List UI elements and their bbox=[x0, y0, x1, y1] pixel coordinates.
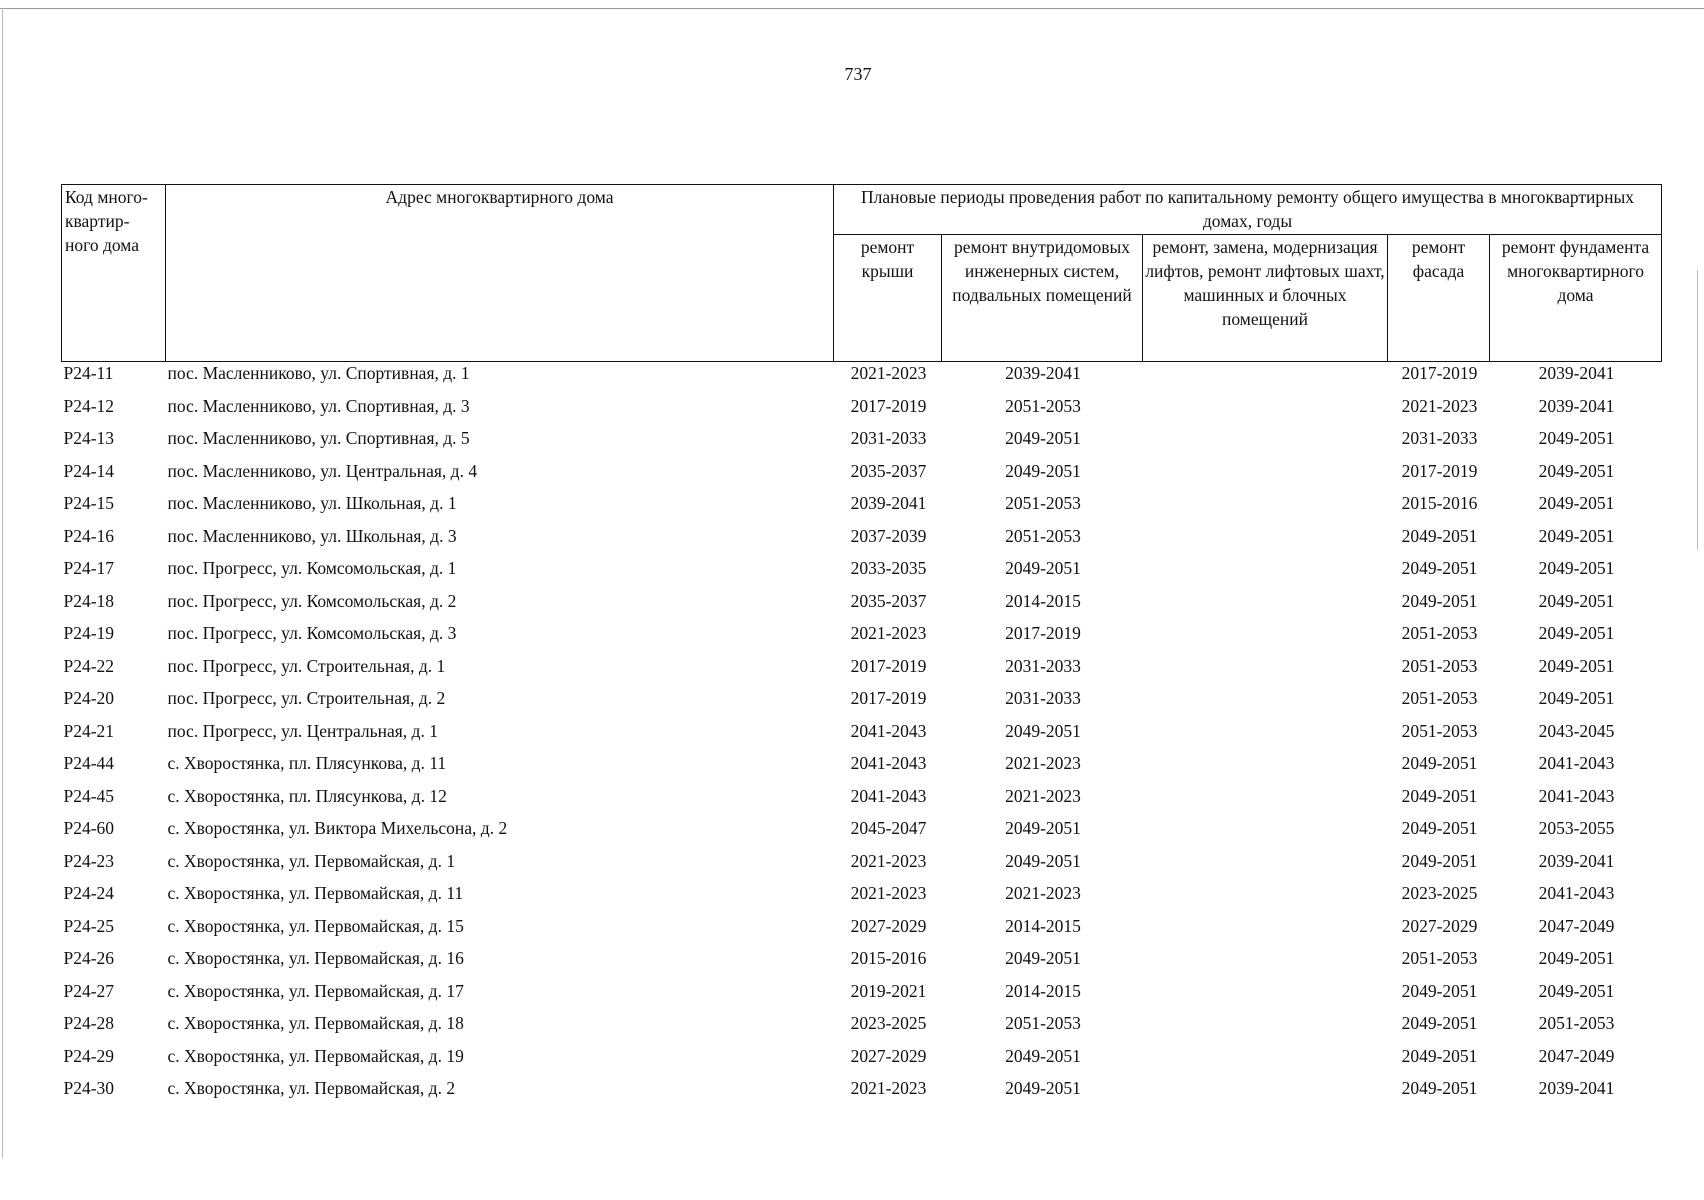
cell-lifts bbox=[1143, 687, 1388, 720]
cell-address: с. Хворостянка, ул. Первомайская, д. 2 bbox=[167, 1078, 456, 1098]
scan-top-edge bbox=[0, 8, 1704, 9]
cell-address: с. Хворостянка, пл. Плясункова, д. 11 bbox=[167, 753, 447, 773]
cell-lifts bbox=[1143, 655, 1388, 688]
cell-roof: 2035-2037 bbox=[850, 590, 927, 611]
table-row bbox=[62, 525, 1662, 558]
cell-lifts bbox=[1143, 427, 1388, 460]
cell-facade: 2051-2053 bbox=[1401, 948, 1478, 968]
cell-lifts bbox=[1143, 557, 1388, 590]
table-row bbox=[62, 590, 1662, 623]
cell-roof: 2017-2019 bbox=[850, 395, 927, 416]
cell-lifts bbox=[1143, 882, 1388, 915]
cell-engineering: 2049-2051 bbox=[1005, 850, 1081, 871]
cell-lifts bbox=[1143, 460, 1388, 493]
cell-facade: 2049-2051 bbox=[1401, 525, 1478, 546]
cell-facade: 2049-2051 bbox=[1401, 785, 1478, 806]
cell-facade: 2049-2051 bbox=[1401, 980, 1478, 1001]
cell-address: с. Хворостянка, ул. Первомайская, д. 1 bbox=[167, 850, 456, 871]
cell-engineering: 2014-2015 bbox=[1005, 915, 1081, 936]
cell-roof: 2027-2029 bbox=[850, 915, 927, 936]
cell-code: Р24-27 bbox=[63, 980, 115, 1001]
cell-foundation: 2049-2051 bbox=[1538, 688, 1615, 708]
page-number: 737 bbox=[844, 64, 872, 84]
cell-facade: 2021-2023 bbox=[1401, 395, 1478, 416]
cell-roof: 2039-2041 bbox=[850, 493, 927, 513]
cell-code: Р24-16 bbox=[63, 525, 115, 546]
cell-lifts bbox=[1143, 590, 1388, 623]
capital-repair-schedule-table bbox=[61, 184, 1662, 1110]
cell-engineering: 2051-2053 bbox=[1005, 1013, 1081, 1033]
cell-lifts bbox=[1143, 980, 1388, 1013]
cell-facade: 2049-2051 bbox=[1401, 850, 1478, 871]
cell-engineering: 2049-2051 bbox=[1005, 460, 1081, 481]
cell-engineering: 2021-2023 bbox=[1005, 883, 1081, 903]
cell-facade: 2051-2053 bbox=[1401, 688, 1478, 708]
cell-roof: 2041-2043 bbox=[850, 785, 927, 806]
cell-address: пос. Прогресс, ул. Комсомольская, д. 3 bbox=[167, 623, 457, 643]
table-row bbox=[62, 785, 1662, 818]
cell-foundation: 2041-2043 bbox=[1538, 883, 1615, 903]
cell-code: Р24-17 bbox=[63, 558, 115, 578]
cell-facade: 2049-2051 bbox=[1401, 1013, 1478, 1033]
header-foundation: ремонт фундамента многоквартирного дома bbox=[1490, 235, 1662, 362]
cell-facade: 2051-2053 bbox=[1401, 720, 1478, 741]
cell-code: Р24-14 bbox=[63, 460, 115, 481]
cell-foundation: 2041-2043 bbox=[1538, 753, 1615, 773]
table-row bbox=[62, 687, 1662, 720]
cell-roof: 2017-2019 bbox=[850, 655, 927, 676]
cell-foundation: 2049-2051 bbox=[1538, 460, 1615, 481]
table-row bbox=[62, 395, 1662, 428]
header-roof: ремонт крыши bbox=[834, 235, 942, 362]
cell-foundation: 2049-2051 bbox=[1538, 428, 1615, 448]
cell-lifts bbox=[1143, 785, 1388, 818]
cell-engineering: 2014-2015 bbox=[1005, 590, 1081, 611]
cell-lifts bbox=[1143, 362, 1388, 395]
table-body bbox=[62, 362, 1662, 1110]
scan-left-edge bbox=[2, 8, 3, 1158]
header-code: Код много-квартир-ного дома bbox=[62, 185, 166, 362]
cell-foundation: 2049-2051 bbox=[1538, 623, 1615, 643]
cell-facade: 2017-2019 bbox=[1401, 460, 1478, 481]
cell-address: с. Хворостянка, ул. Первомайская, д. 16 bbox=[167, 948, 464, 968]
cell-engineering: 2039-2041 bbox=[1005, 363, 1081, 383]
cell-engineering: 2049-2051 bbox=[1005, 558, 1081, 578]
cell-foundation: 2049-2051 bbox=[1538, 590, 1615, 611]
cell-code: Р24-15 bbox=[63, 493, 115, 513]
cell-foundation: 2047-2049 bbox=[1538, 915, 1615, 936]
cell-roof: 2017-2019 bbox=[850, 688, 927, 708]
cell-engineering: 2014-2015 bbox=[1005, 980, 1081, 1001]
cell-facade: 2049-2051 bbox=[1401, 753, 1478, 773]
cell-foundation: 2049-2051 bbox=[1538, 655, 1615, 676]
table-row bbox=[62, 557, 1662, 590]
cell-foundation: 2049-2051 bbox=[1538, 493, 1615, 513]
cell-code: Р24-28 bbox=[63, 1013, 115, 1033]
table-row bbox=[62, 1012, 1662, 1045]
table-row bbox=[62, 427, 1662, 460]
cell-engineering: 2051-2053 bbox=[1005, 395, 1081, 416]
cell-code: Р24-21 bbox=[63, 720, 115, 741]
cell-facade: 2049-2051 bbox=[1401, 558, 1478, 578]
cell-roof: 2021-2023 bbox=[850, 1078, 927, 1098]
cell-foundation: 2039-2041 bbox=[1538, 1078, 1615, 1098]
cell-code: Р24-23 bbox=[63, 850, 115, 871]
cell-foundation: 2047-2049 bbox=[1538, 1045, 1615, 1066]
scan-right-edge bbox=[1697, 270, 1698, 550]
table-row bbox=[62, 1077, 1662, 1110]
cell-code: Р24-45 bbox=[63, 785, 115, 806]
cell-facade: 2051-2053 bbox=[1401, 655, 1478, 676]
cell-roof: 2021-2023 bbox=[850, 883, 927, 903]
cell-roof: 2019-2021 bbox=[850, 980, 927, 1001]
cell-foundation: 2053-2055 bbox=[1538, 818, 1615, 838]
header-address: Адрес многоквартирного дома bbox=[166, 185, 834, 362]
cell-roof: 2023-2025 bbox=[850, 1013, 927, 1033]
cell-code: Р24-44 bbox=[63, 753, 115, 773]
cell-facade: 2049-2051 bbox=[1401, 1045, 1478, 1066]
cell-lifts bbox=[1143, 817, 1388, 850]
cell-foundation: 2039-2041 bbox=[1538, 363, 1615, 383]
cell-address: пос. Прогресс, ул. Комсомольская, д. 2 bbox=[167, 590, 457, 611]
cell-roof: 2045-2047 bbox=[850, 818, 927, 838]
cell-address: пос. Прогресс, ул. Строительная, д. 2 bbox=[167, 688, 446, 708]
cell-foundation: 2041-2043 bbox=[1538, 785, 1615, 806]
table-row bbox=[62, 817, 1662, 850]
cell-engineering: 2021-2023 bbox=[1005, 785, 1081, 806]
cell-facade: 2049-2051 bbox=[1401, 590, 1478, 611]
cell-address: с. Хворостянка, ул. Первомайская, д. 15 bbox=[167, 915, 464, 936]
cell-foundation: 2043-2045 bbox=[1538, 720, 1615, 741]
cell-code: Р24-18 bbox=[63, 590, 115, 611]
cell-lifts bbox=[1143, 1012, 1388, 1045]
cell-code: Р24-60 bbox=[63, 818, 115, 838]
cell-address: пос. Масленниково, ул. Спортивная, д. 1 bbox=[167, 363, 470, 383]
cell-roof: 2035-2037 bbox=[850, 460, 927, 481]
cell-code: Р24-30 bbox=[63, 1078, 115, 1098]
cell-lifts bbox=[1143, 395, 1388, 428]
header-lifts: ремонт, замена, модернизация лифтов, ремонт лифтовых шахт, машинных и блочных помещений bbox=[1143, 235, 1388, 362]
cell-lifts bbox=[1143, 850, 1388, 883]
cell-foundation: 2039-2041 bbox=[1538, 395, 1615, 416]
table-row bbox=[62, 720, 1662, 753]
cell-code: Р24-20 bbox=[63, 688, 115, 708]
table-row bbox=[62, 655, 1662, 688]
cell-address: пос. Масленниково, ул. Спортивная, д. 3 bbox=[167, 395, 470, 416]
cell-roof: 2021-2023 bbox=[850, 623, 927, 643]
cell-roof: 2041-2043 bbox=[850, 720, 927, 741]
cell-roof: 2021-2023 bbox=[850, 850, 927, 871]
cell-code: Р24-12 bbox=[63, 395, 115, 416]
cell-engineering: 2049-2051 bbox=[1005, 818, 1081, 838]
cell-code: Р24-11 bbox=[63, 363, 114, 383]
cell-lifts bbox=[1143, 752, 1388, 785]
table-row bbox=[62, 752, 1662, 785]
header-facade: ремонт фасада bbox=[1388, 235, 1490, 362]
cell-address: с. Хворостянка, ул. Первомайская, д. 11 bbox=[167, 883, 464, 903]
cell-foundation: 2049-2051 bbox=[1538, 948, 1615, 968]
table-row bbox=[62, 492, 1662, 525]
cell-code: Р24-24 bbox=[63, 883, 115, 903]
cell-code: Р24-26 bbox=[63, 948, 115, 968]
cell-engineering: 2049-2051 bbox=[1005, 1045, 1081, 1066]
table-row bbox=[62, 980, 1662, 1013]
table-row bbox=[62, 460, 1662, 493]
cell-facade: 2049-2051 bbox=[1401, 1078, 1478, 1098]
cell-roof: 2031-2033 bbox=[850, 428, 927, 448]
table-row bbox=[62, 947, 1662, 980]
cell-facade: 2049-2051 bbox=[1401, 818, 1478, 838]
cell-address: пос. Масленниково, ул. Центральная, д. 4 bbox=[167, 460, 478, 481]
table-row bbox=[62, 882, 1662, 915]
cell-address: пос. Прогресс, ул. Строительная, д. 1 bbox=[167, 655, 446, 676]
cell-address: пос. Прогресс, ул. Центральная, д. 1 bbox=[167, 720, 438, 741]
cell-roof: 2037-2039 bbox=[850, 525, 927, 546]
cell-address: с. Хворостянка, ул. Первомайская, д. 17 bbox=[167, 980, 464, 1001]
cell-engineering: 2021-2023 bbox=[1005, 753, 1081, 773]
cell-engineering: 2051-2053 bbox=[1005, 493, 1081, 513]
cell-address: с. Хворостянка, ул. Первомайская, д. 18 bbox=[167, 1013, 464, 1033]
table-row bbox=[62, 362, 1662, 395]
cell-code: Р24-19 bbox=[63, 623, 115, 643]
cell-foundation: 2049-2051 bbox=[1538, 980, 1615, 1001]
cell-code: Р24-13 bbox=[63, 428, 115, 448]
cell-code: Р24-29 bbox=[63, 1045, 115, 1066]
cell-address: пос. Прогресс, ул. Комсомольская, д. 1 bbox=[167, 558, 457, 578]
table-row bbox=[62, 622, 1662, 655]
cell-address: с. Хворостянка, пл. Плясункова, д. 12 bbox=[167, 785, 447, 806]
cell-address: с. Хворостянка, ул. Виктора Михельсона, д. 2 bbox=[167, 818, 508, 838]
table-row bbox=[62, 915, 1662, 948]
cell-address: пос. Масленниково, ул. Школьная, д. 1 bbox=[167, 493, 457, 513]
header-group: Плановые периоды проведения работ по капитальному ремонту общего имущества в многоквартирных домах, годы bbox=[834, 185, 1662, 235]
cell-engineering: 2049-2051 bbox=[1005, 948, 1081, 968]
header-engineering: ремонт внутридомовых инженерных систем, подвальных помещений bbox=[942, 235, 1143, 362]
cell-lifts bbox=[1143, 1045, 1388, 1078]
cell-address: с. Хворостянка, ул. Первомайская, д. 19 bbox=[167, 1045, 464, 1066]
cell-engineering: 2049-2051 bbox=[1005, 1078, 1081, 1098]
cell-facade: 2031-2033 bbox=[1401, 428, 1478, 448]
cell-engineering: 2031-2033 bbox=[1005, 655, 1081, 676]
cell-code: Р24-25 bbox=[63, 915, 115, 936]
cell-lifts bbox=[1143, 720, 1388, 753]
cell-engineering: 2017-2019 bbox=[1005, 623, 1081, 643]
cell-foundation: 2049-2051 bbox=[1538, 525, 1615, 546]
cell-engineering: 2031-2033 bbox=[1005, 688, 1081, 708]
cell-lifts bbox=[1143, 947, 1388, 980]
cell-facade: 2027-2029 bbox=[1401, 915, 1478, 936]
cell-address: пос. Масленниково, ул. Спортивная, д. 5 bbox=[167, 428, 470, 448]
cell-roof: 2021-2023 bbox=[850, 363, 927, 383]
cell-lifts bbox=[1143, 1077, 1388, 1110]
cell-lifts bbox=[1143, 622, 1388, 655]
cell-facade: 2023-2025 bbox=[1401, 883, 1478, 903]
cell-lifts bbox=[1143, 525, 1388, 558]
cell-code: Р24-22 bbox=[63, 655, 115, 676]
cell-facade: 2017-2019 bbox=[1401, 363, 1478, 383]
cell-engineering: 2049-2051 bbox=[1005, 720, 1081, 741]
cell-engineering: 2049-2051 bbox=[1005, 428, 1081, 448]
cell-foundation: 2049-2051 bbox=[1538, 558, 1615, 578]
cell-engineering: 2051-2053 bbox=[1005, 525, 1081, 546]
cell-facade: 2051-2053 bbox=[1401, 623, 1478, 643]
cell-foundation: 2039-2041 bbox=[1538, 850, 1615, 871]
cell-facade: 2015-2016 bbox=[1401, 493, 1478, 513]
cell-roof: 2033-2035 bbox=[850, 558, 927, 578]
cell-roof: 2027-2029 bbox=[850, 1045, 927, 1066]
cell-foundation: 2051-2053 bbox=[1538, 1013, 1615, 1033]
cell-lifts bbox=[1143, 915, 1388, 948]
table-row bbox=[62, 850, 1662, 883]
cell-lifts bbox=[1143, 492, 1388, 525]
cell-roof: 2041-2043 bbox=[850, 753, 927, 773]
cell-roof: 2015-2016 bbox=[850, 948, 927, 968]
cell-address: пос. Масленниково, ул. Школьная, д. 3 bbox=[167, 525, 457, 546]
table-row bbox=[62, 1045, 1662, 1078]
